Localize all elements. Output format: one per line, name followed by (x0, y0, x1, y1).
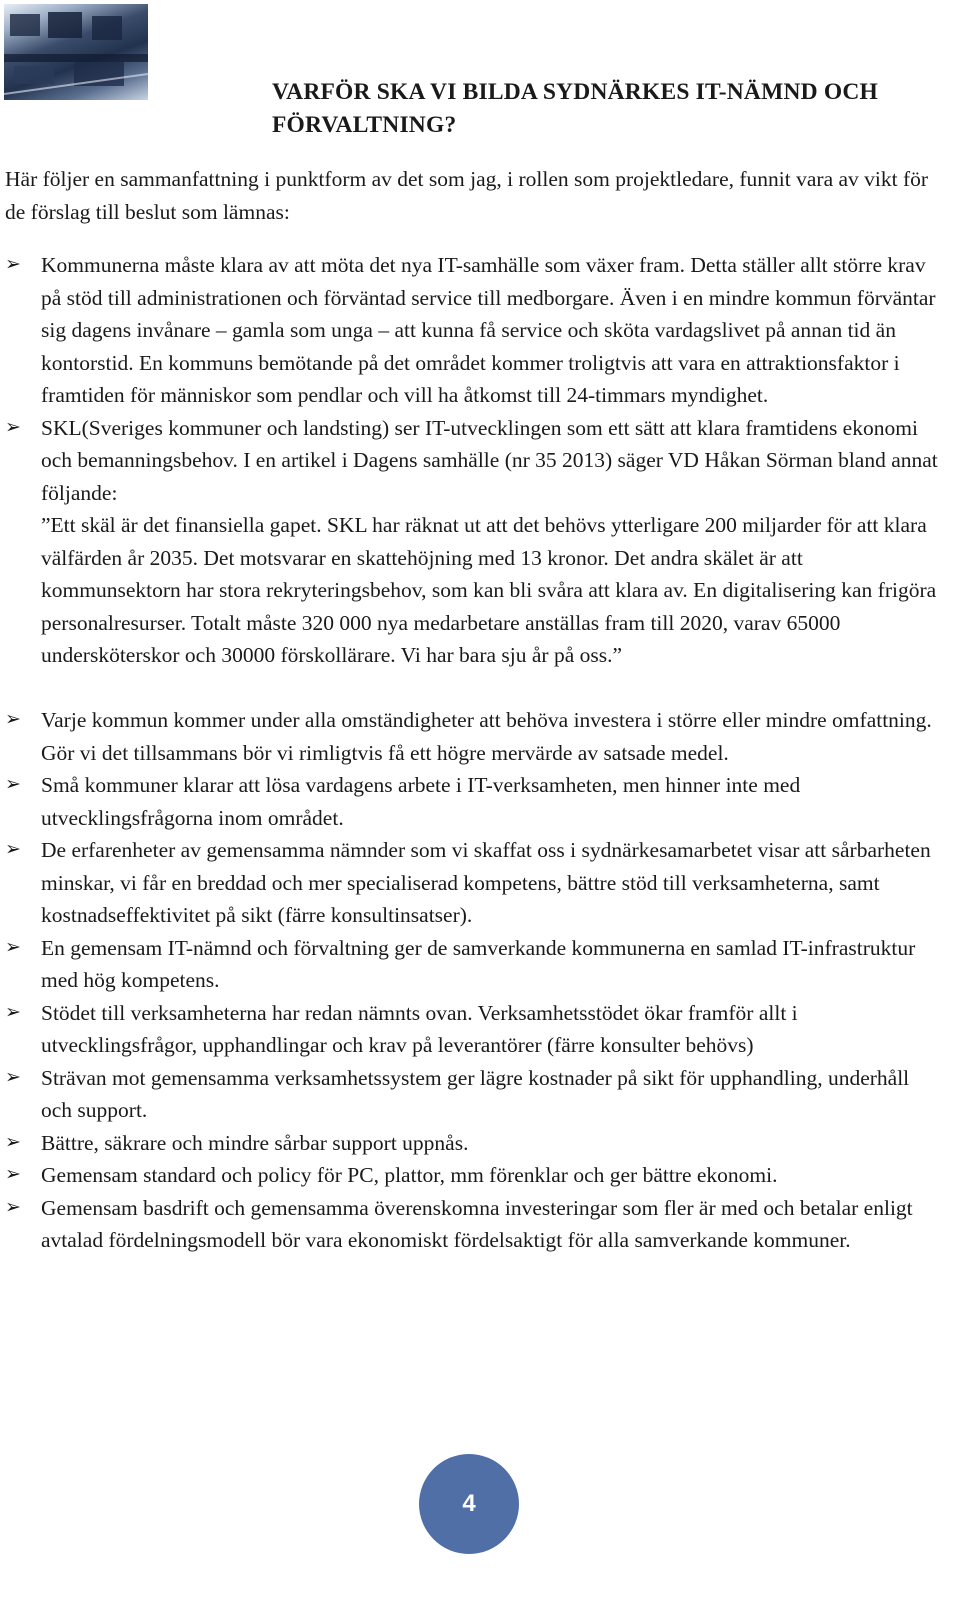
page-number: 4 (462, 1490, 476, 1517)
list-item-text: Kommunerna måste klara av att möta det nya IT-samhälle som växer fram. Detta ställer allt större krav på stöd till administrationen och förväntad service till medborgare. Även i en mindre kommun förväntar sig dagens invånare – gamla som unga – att kunna få service och sköta vardagslivet på annan tid än kontorstid. En kommuns bemötande på det området kommer troligtvis att vara en attraktionsfaktor i framtiden för människor som pendlar och vill ha åtkomst till 24-timmars myndighet. (41, 253, 936, 407)
arrow-bullet-icon: ➢ (5, 709, 21, 730)
list-item (0, 249, 940, 412)
list-item-text: Gemensam basdrift och gemensamma överenskomna investeringar som fler är med och betalar enligt avtalad fördelningsmodell bör vara ekonomiskt fördelsaktigt för alla samverkande kommuner. (41, 1195, 913, 1252)
list-item-text: De erfarenheter av gemensamma nämnder som vi skaffat oss i sydnärkesamarbetet visar att sårbarheten minskar, vi får en breddad och mer specialiserad kompetens, bättre stöd till verksamheterna, samt kostnadseffektivitet på sikt (färre konsultinsatser). (41, 838, 931, 927)
list-item-text: Stödet till verksamheterna har redan nämnts ovan. Verksamhetsstödet ökar framför allt i utvecklingsfrågor, upphandlingar och krav på leverantörer (färre konsulter behövs) (41, 1000, 798, 1057)
intro-paragraph: Här följer en sammanfattning i punktform av det som jag, i rollen som projektledare, funnit vara av vikt för de förslag till beslut som lämnas: (5, 167, 929, 224)
list-item (0, 834, 940, 932)
list-item-text: Strävan mot gemensamma verksamhetssystem ger lägre kostnader på sikt för upphandling, underhåll och support. (41, 1065, 910, 1122)
arrow-bullet-icon: ➢ (5, 774, 21, 795)
list-item-text: Bättre, säkrare och mindre sårbar support uppnås. (41, 1130, 469, 1155)
arrow-bullet-icon: ➢ (5, 416, 21, 438)
list-item (0, 1159, 940, 1192)
arrow-bullet-icon: ➢ (5, 1066, 21, 1088)
arrow-bullet-icon: ➢ (5, 936, 21, 958)
list-item (0, 1192, 940, 1257)
arrow-bullet-icon: ➢ (5, 839, 21, 860)
bullet-list (0, 249, 940, 1257)
quote-text: ”Ett skäl är det finansiella gapet. SKL har räknat ut att det behövs ytterligare 200 miljarder för att klara välfärden år 2035. Det motsvarar en skattehöjning med 13 kronor. Det andra skälet är att kommunsektorn har stora rekryteringsbehov, som kan bli svåra att klara av. En digitalisering kan frigöra personalresurser. Totalt måste 320 000 nya medarbetare anställas fram till 2020, varav 65000 undersköterskor och 30000 förskollärare. Vi har bara sju år på oss.” (41, 513, 937, 667)
arrow-bullet-icon: ➢ (5, 1196, 21, 1218)
list-item (0, 997, 940, 1062)
title-line-2: FÖRVALTNING? (272, 112, 457, 138)
spacer (0, 672, 940, 705)
title-line-1: VARFÖR SKA VI BILDA SYDNÄRKES IT-NÄMND OCH (272, 79, 879, 105)
arrow-bullet-icon: ➢ (5, 1131, 21, 1153)
list-item (0, 412, 940, 672)
list-item (0, 1127, 940, 1160)
page-title (272, 76, 932, 142)
list-item (0, 1062, 940, 1127)
arrow-bullet-icon: ➢ (5, 1164, 21, 1185)
list-item-text: Varje kommun kommer under alla omständigheter att behöva investera i större eller mindre omfattning. Gör vi det tillsammans bör vi rimligtvis få ett högre mervärde av satsade medel. (41, 708, 932, 765)
arrow-bullet-icon: ➢ (5, 254, 21, 275)
header-photo (4, 4, 148, 100)
arrow-bullet-icon: ➢ (5, 1001, 21, 1023)
list-item (0, 932, 940, 997)
list-item (0, 704, 940, 769)
list-item (0, 769, 940, 834)
list-item-text: Gemensam standard och policy för PC, plattor, mm förenklar och ger bättre ekonomi. (41, 1163, 778, 1187)
list-item-text: En gemensam IT-nämnd och förvaltning ger de samverkande kommunerna en samlad IT-infrastruktur med hög kompetens. (41, 935, 916, 992)
list-item-text: SKL(Sveriges kommuner och landsting) ser IT-utvecklingen som ett sätt att klara framtidens ekonomi och bemanningsbehov. I en artikel i Dagens samhälle (nr 35 2013) säger VD Håkan Sörman bland annat följande: (41, 415, 938, 505)
page-number-badge (419, 1454, 519, 1554)
list-item-text: Små kommuner klarar att lösa vardagens arbete i IT-verksamheten, men hinner inte med utvecklingsfrågorna inom området. (41, 773, 801, 830)
